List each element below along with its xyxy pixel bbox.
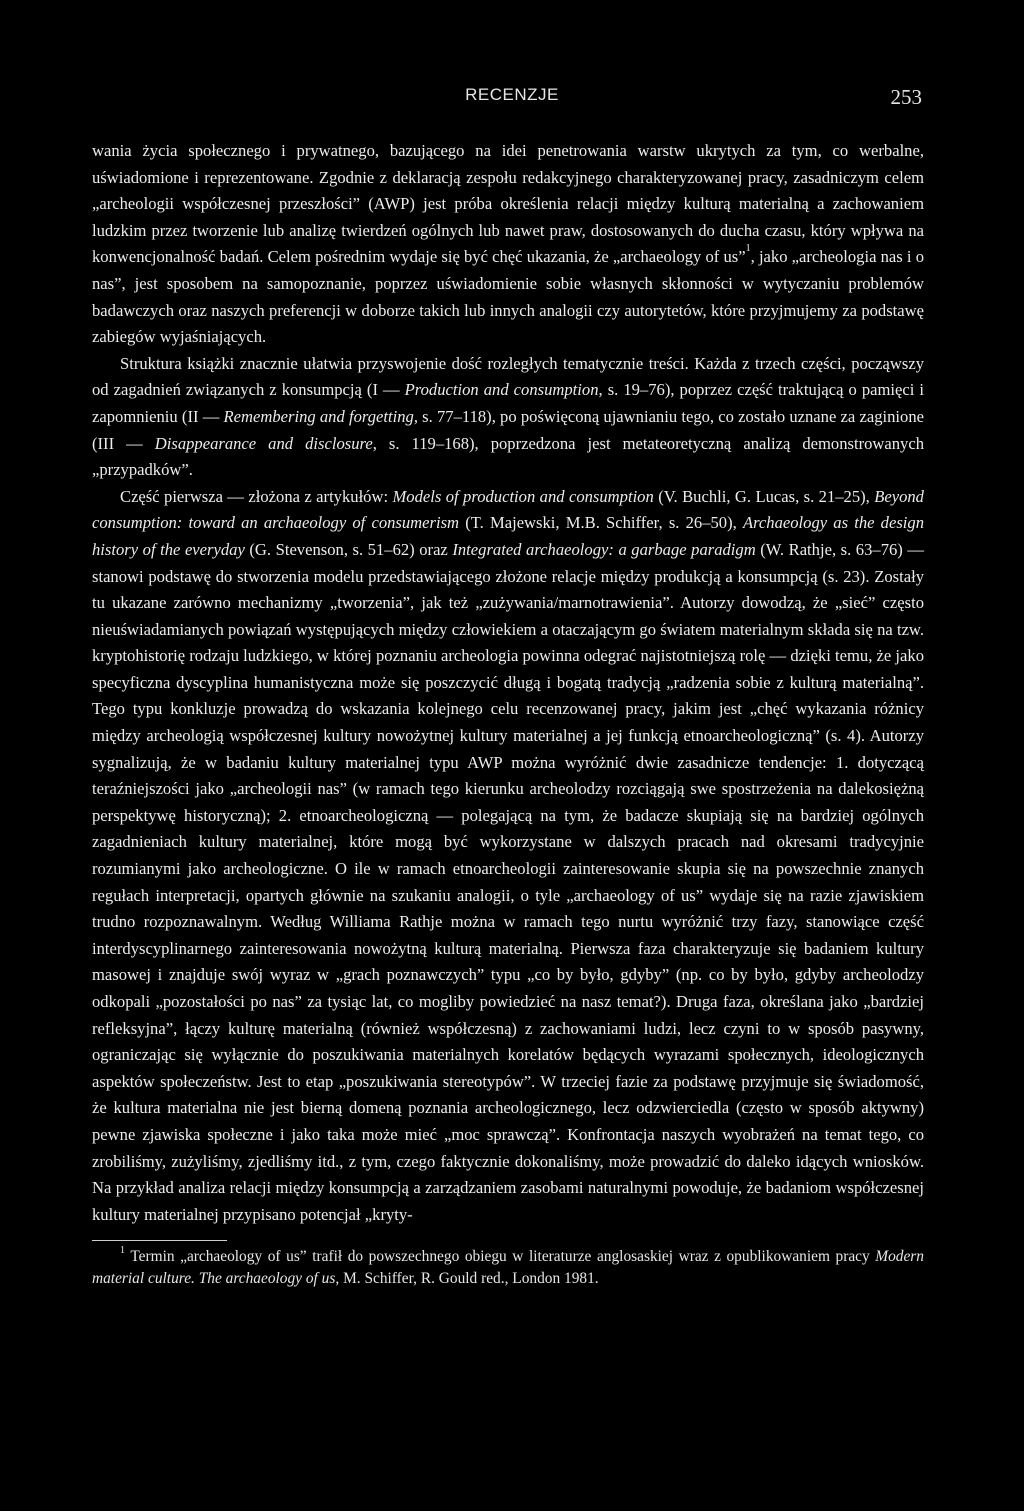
footnote-ref: 1 <box>745 243 751 255</box>
paragraph-3 <box>92 484 924 1229</box>
page-header <box>92 85 932 111</box>
title-archaeology-as-design-history: Archaeology as the design history of the everyday <box>92 513 924 559</box>
footnote <box>92 1246 924 1289</box>
paragraph-2-text-d: , s. 119–168), poprzedzona jest metateoretyczną analizą demonstrowanych „przypadków”. <box>92 433 924 480</box>
footnote-text-b: , M. Schiffer, R. Gould red., London 1981. <box>335 1269 599 1287</box>
paragraph-2-text-b: , s. 19–76), poprzez część traktującą o pamięci i zapomnieniu (II — <box>92 380 925 426</box>
footnote-text-a: Termin „archaeology of us” trafił do powszechnego obiegu w literaturze anglosaskiej wraz z opublikowaniem pracy <box>130 1248 876 1265</box>
paragraph-1-text-a: wania życia społecznego i prywatnego, bazującego na idei penetrowania warstw ukrytych za tym, co werbalne, uświadomione i reprezentowane. Zgodnie z deklaracją zespołu redakcyjnego charakteryzowanej pracy, zasadniczym celem „archeologii współczesnej przeszłości” (AWP) jest próba określenia relacji między kulturą materialną a zachowaniem ludzkim przez tworzenie lub analizę twierdzeń ogólnych lub nawet praw, dostosowanych do ducha czasu, który wpływa na konwencjonalność badań. Celem pośrednim wydaje się być chęć ukazania, że „archaeology of us” <box>92 141 924 267</box>
running-head: RECENZJE <box>465 85 559 104</box>
footnote-book-title: Modern material culture. The archaeology of us <box>92 1248 924 1287</box>
title-beyond-consumption: Beyond consumption: toward an archaeology of consumerism <box>92 486 924 533</box>
body-text <box>92 138 924 1228</box>
paragraph-3-text-a: Część pierwsza — złożona z artykułów: <box>120 486 393 506</box>
paragraph-3-text-d: (G. Stevenson, s. 51–62) oraz <box>244 539 453 559</box>
paragraph-3-text-b: (V. Buchli, G. Lucas, s. 21–25), <box>653 486 875 506</box>
page-number: 253 <box>890 85 922 109</box>
paragraph-2 <box>92 351 924 484</box>
footnote-divider <box>92 1240 227 1241</box>
paragraph-2-text-a: Struktura książki znacznie ułatwia przyswojenie dość rozległych tematycznie treści. Każda z trzech części, począwszy od zagadnień związanych z konsumpcją (I — <box>92 353 924 400</box>
title-production-and-consumption: Production and consumption <box>404 380 599 400</box>
title-disappearance-and-disclosure: Disappearance and disclosure <box>154 433 373 453</box>
paragraph-2-text-c: , s. 77–118), po poświęconą ujawnianiu tego, co zostało uznane za zaginione (III — <box>92 406 924 453</box>
title-models-of-production: Models of production and consumption <box>392 486 654 506</box>
paragraph-1 <box>92 138 924 351</box>
title-remembering-and-forgetting: Remembering and forgetting <box>223 406 414 426</box>
footnote-number: 1 <box>120 1245 125 1256</box>
title-integrated-archaeology: Integrated archaeology: a garbage paradigm <box>452 539 756 559</box>
paragraph-3-text-e: (W. Rathje, s. 63–76) — stanowi podstawę do stworzenia modelu przedstawiającego złożone relacje między produkcją a konsumpcją (s. 23). Zostały tu ukazane zarówno mechanizmy „tworzenia”, jak też „zużywania/marnotrawienia”. Autorzy dowodzą, że „sieć” często nieuświadamianych powiązań występujących między człowiekiem a otaczającym go światem materialnym składa się na tzw. kryptohistorię rodzaju ludzkiego, w której poznaniu archeologia powinna odegrać najistotniejszą rolę — dzięki temu, że jako specyficzna dyscyplina humanistyczna może się poszczycić długą i bogatą tradycją „radzenia sobie z kulturą materialną”. Tego typu konkluzje prowadzą do wskazania kolejnego celu recenzowanej pracy, jakim jest „chęć wykazania różnicy między archeologią współczesnej kultury nowożytnej kultury materialnej a jej funkcją etnoarcheologiczną” (s. 4). Autorzy sygnalizują, że w badaniu kultury materialnej typu AWP można wyróżnić dwie zasadnicze tendencje: 1. dotyczącą teraźniejszości jako „archeologii nas” (w ramach tego kierunku archeolodzy rozciągają swe spostrzeżenia na dalekosiężną perspektywę historyczną); 2. etnoarcheologiczną — polegającą na tym, że badacze skupiają się na bardziej ogólnych zagadnieniach kultury materialnej, które mogą być wykorzystane w dalszych pracach nad okresami tradycyjnie rozumianymi jako archeologiczne. O ile w ramach etnoarcheologii zainteresowanie skupia się na powszechnie znanych regułach interpretacji, opartych głównie na szukaniu analogii, o tyle „archaeology of us” wydaje się na razie zjawiskiem trudno rozpoznawalnym. Według Williama Rathje można w ramach tego nurtu wyróżnić trzy fazy, stanowiące część interdyscyplinarnego zainteresowania nowożytną kulturą materialną. Pierwsza faza charakteryzuje się badaniem kultury masowej i znajduje swój wyraz w „grach poznawczych” typu „co by było, gdyby” (np. co by było, gdyby archeolodzy odkopali „pozostałości po nas” za tysiąc lat, co mogliby powiedzieć na nasz temat?). Druga faza, określana jako „bardziej refleksyjna”, łączy kulturę materialną (również współczesną) z zachowaniami ludzi, lecz czyni to w sposób pasywny, ograniczając się wyłącznie do poszukiwania materialnych korelatów będących wyrazami społecznych, ideologicznych aspektów społeczeństw. Jest to etap „poszukiwania stereotypów”. W trzeciej fazie za podstawę przyjmuje się świadomość, że kultura materialna nie jest bierną domeną poznania archeologicznego, lecz odzwierciedla (często w sposób aktywny) pewne zjawiska społeczne i jako taka może mieć „moc sprawczą”. Konfrontacja naszych wyobrażeń na temat tego, co zrobiliśmy, zużyliśmy, zjedliśmy itd., z tym, czego faktycznie dokonaliśmy, może prowadzić do daleko idących wniosków. Na przykład analiza relacji między konsumpcją a zarządzaniem zasobami naturalnymi powoduje, że badaniom współczesnej kultury materialnej przypisano potencjał „kryty- <box>92 539 924 1224</box>
paragraph-3-text-c: (T. Majewski, M.B. Schiffer, s. 26–50), <box>459 513 743 533</box>
paragraph-1-text-b: , jako „archeologia nas i o nas”, jest sposobem na samopoznanie, poprzez uświadomienie sobie własnych skłonności w wytyczaniu problemów badawczych oraz naszych preferencji w doborze takich lub innych analogii czy autorytetów, które przyjmujemy za podstawę zabiegów wyjaśniających. <box>92 247 924 347</box>
